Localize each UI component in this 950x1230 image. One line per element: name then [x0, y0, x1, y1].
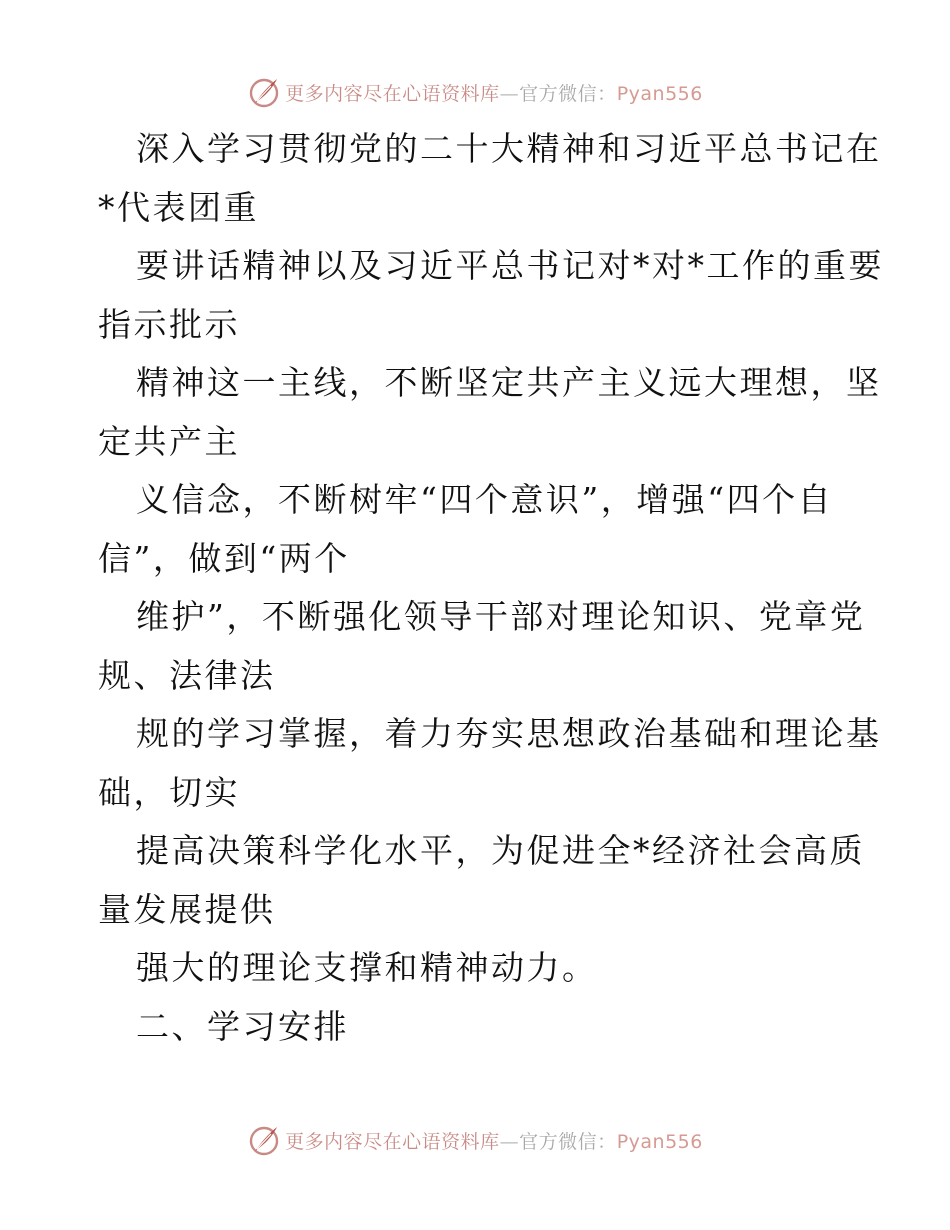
text-line-15: 强大的理论支撑和精神动力。 [136, 948, 598, 987]
text-line-14: 量发展提供 [98, 889, 276, 929]
watermark-account: Pyan556 [616, 1130, 703, 1153]
text-line-12: 础，切实 [98, 772, 240, 812]
watermark-dash: — [499, 82, 520, 105]
text-line-4: 指示批示 [98, 304, 240, 344]
text-line-13: 提高决策科学化水平，为促进全*经济社会高质 [136, 831, 865, 870]
watermark-brand: 更多内容尽在心语资料库 [285, 1130, 500, 1153]
text-line-6: 定共产主 [98, 421, 240, 461]
section-heading: 二、学习安排 [136, 1006, 349, 1046]
watermark-brand: 更多内容尽在心语资料库 [285, 82, 500, 105]
watermark-label: 官方微信： [519, 82, 617, 105]
text-line-8: 信”，做到“两个 [98, 538, 350, 578]
watermark-text [285, 79, 703, 106]
text-line-7: 义信念，不断树牢“四个意识”，增强“四个自 [136, 480, 834, 519]
watermark-account: Pyan556 [616, 82, 703, 105]
watermark-text [285, 1127, 703, 1154]
watermark-label: 官方微信： [519, 1130, 617, 1153]
quill-pen-icon [247, 1123, 281, 1157]
text-line-5: 精神这一主线，不断坚定共产主义远大理想，坚 [136, 363, 882, 402]
text-line-10: 规、法律法 [98, 655, 276, 695]
text-line-1: 深入学习贯彻党的二十大精神和习近平总书记在 [136, 129, 882, 168]
text-line-11: 规的学习掌握，着力夯实思想政治基础和理论基 [136, 714, 882, 753]
footer-watermark [0, 1120, 950, 1160]
text-line-2: *代表团重 [98, 187, 259, 227]
header-watermark [0, 72, 950, 112]
watermark-dash: — [499, 1130, 520, 1153]
document-body [98, 120, 884, 1056]
quill-pen-icon [247, 75, 281, 109]
text-line-9: 维护”，不断强化领导干部对理论知识、党章党 [136, 597, 866, 636]
text-line-3: 要讲话精神以及习近平总书记对*对*工作的重要 [136, 246, 884, 285]
